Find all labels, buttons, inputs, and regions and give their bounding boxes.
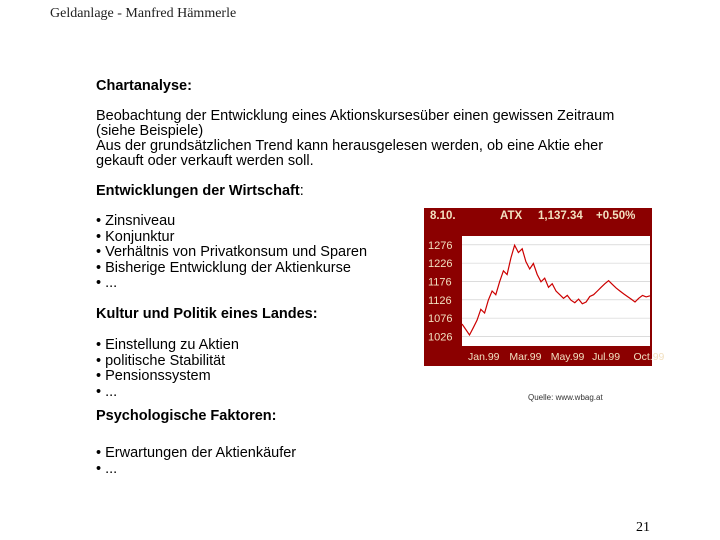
y-tick-label: 1126 bbox=[428, 294, 452, 307]
atx-chart bbox=[424, 208, 665, 366]
list-item: • ... bbox=[96, 383, 118, 400]
chart-index-name: ATX bbox=[500, 210, 523, 222]
x-tick-label: Oct.99 bbox=[633, 351, 665, 363]
y-tick-label: 1026 bbox=[428, 331, 453, 344]
kultur-list bbox=[96, 338, 239, 400]
wirtschaft-title-colon: : bbox=[299, 183, 304, 199]
chart-date: 8.10. bbox=[430, 210, 456, 222]
list-item: • Verhältnis von Privatkonsum und Sparen bbox=[96, 244, 368, 260]
y-tick-label: 1076 bbox=[428, 313, 453, 326]
x-tick-label: May.99 bbox=[550, 351, 585, 363]
list-item: • Konjunktur bbox=[96, 228, 175, 245]
kultur-title: Kultur und Politik eines Landes: bbox=[96, 306, 318, 322]
text-line: gekauft oder verkauft werden soll. bbox=[96, 153, 314, 169]
text-line: Aus der grundsätzlichen Trend kann herausgelesen werden, ob eine Aktie eher bbox=[96, 138, 604, 154]
list-item: • Pensionssystem bbox=[96, 368, 211, 384]
wirtschaft-list bbox=[96, 214, 367, 292]
text-line: Beobachtung der Entwicklung eines Aktionskursesüber einen gewissen Zeitraum bbox=[96, 108, 615, 124]
list-item: • Erwartungen der Aktienkäufer bbox=[96, 445, 297, 461]
chart-change: +0.50% bbox=[596, 210, 636, 222]
chartanalyse-text bbox=[96, 109, 686, 169]
chart-index-value: 1,137.34 bbox=[538, 210, 583, 222]
page-number: 21 bbox=[636, 520, 650, 535]
text-line: (siehe Beispiele) bbox=[96, 123, 204, 139]
chartanalyse-title: Chartanalyse: bbox=[96, 78, 192, 94]
y-tick-label: 1276 bbox=[428, 239, 453, 252]
slide-header: Geldanlage - Manfred Hämmerle bbox=[50, 6, 237, 21]
list-item: • Einstellung zu Aktien bbox=[96, 337, 239, 353]
psychologie-list bbox=[96, 446, 296, 477]
psychologie-title: Psychologische Faktoren: bbox=[96, 408, 277, 424]
chart-header bbox=[424, 208, 652, 234]
x-tick-label: Mar.99 bbox=[509, 351, 542, 363]
y-tick-label: 1226 bbox=[428, 258, 453, 271]
list-item: • ... bbox=[96, 275, 118, 291]
list-item: • Bisherige Entwicklung der Aktienkurse bbox=[96, 259, 351, 276]
list-item: • ... bbox=[96, 460, 118, 477]
section-chartanalyse bbox=[96, 78, 686, 169]
y-tick-label: 1176 bbox=[428, 276, 452, 289]
list-item: • politische Stabilität bbox=[96, 352, 226, 369]
x-tick-label: Jan.99 bbox=[468, 351, 500, 363]
wirtschaft-title bbox=[96, 183, 304, 200]
chart-source: Quelle: www.wbag.at bbox=[528, 393, 603, 402]
x-tick-label: Jul.99 bbox=[592, 351, 621, 363]
list-item: • Zinsniveau bbox=[96, 213, 176, 229]
wirtschaft-title-text: Entwicklungen der Wirtschaft bbox=[96, 183, 300, 199]
chart-plot bbox=[424, 234, 665, 366]
